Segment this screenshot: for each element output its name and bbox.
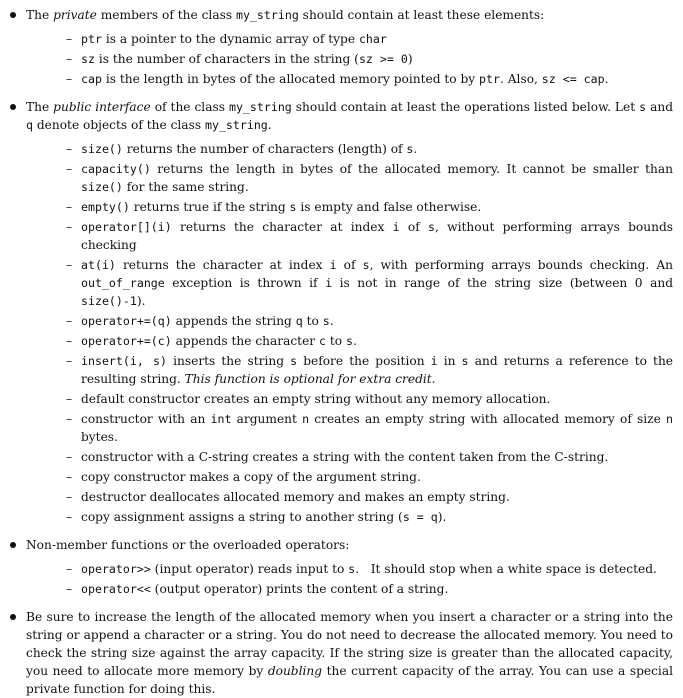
public-interface-list (26, 140, 673, 526)
memory-note-text: Be sure to increase the length of the allocated memory when you insert a character or a string into the string or append a character or a string. You do not need to decrease the allocated memory. You need to check the string size against the array capacity. If the string size is greater than the allocated capacity, you need to allocate more memory by doubling the current capacity of the array. You can use a special private function for doing this. (26, 610, 673, 696)
list-item: – constructor with a C-string creates a string with the content taken from the C-string. (26, 448, 673, 466)
list-item: – size() returns the number of characters (length) of s. (26, 140, 673, 158)
memory-note-bullet (0, 608, 673, 698)
list-item: – capacity() returns the length in bytes of the allocated memory. It cannot be smaller than size() for the same string. (26, 160, 673, 196)
list-item: – insert(i, s) inserts the string s before the position i in s and returns a reference to the resulting string. This function is optional for extra credit. (26, 352, 673, 388)
list-item: – empty() returns true if the string s is empty and false otherwise. (26, 198, 673, 216)
list-item: – destructor deallocates allocated memory and makes an empty string. (26, 488, 673, 506)
nonmember-list (26, 560, 673, 598)
private-members-bullet (0, 6, 673, 88)
list-item: – copy assignment assigns a string to another string (s = q). (26, 508, 673, 526)
list-item: – cap is the length in bytes of the allocated memory pointed to by ptr. Also, sz <= cap. (26, 70, 673, 88)
list-item: – constructor with an int argument n creates an empty string with allocated memory of size n bytes. (26, 410, 673, 446)
list-item: – default constructor creates an empty string without any memory allocation. (26, 390, 673, 408)
list-item: – operator+=(q) appends the string q to s. (26, 312, 673, 330)
private-members-list (26, 30, 673, 88)
private-members-intro: The private members of the class my_string should contain at least these elements: (26, 8, 545, 22)
list-item: – operator<< (output operator) prints the content of a string. (26, 580, 673, 598)
public-interface-bullet (0, 98, 673, 526)
nonmember-intro: Non-member functions or the overloaded operators: (26, 538, 350, 552)
list-item: – operator+=(c) appends the character c to s. (26, 332, 673, 350)
list-item: – ptr is a pointer to the dynamic array of type char (26, 30, 673, 48)
list-item: – sz is the number of characters in the string (sz >= 0) (26, 50, 673, 68)
list-item: – copy constructor makes a copy of the argument string. (26, 468, 673, 486)
list-item: – operator[](i) returns the character at index i of s, without performing arrays bounds checking (26, 218, 673, 254)
list-item: – operator>> (input operator) reads input to s. It should stop when a white space is detected. (26, 560, 673, 578)
list-item: – at(i) returns the character at index i of s, with performing arrays bounds checking. An out_of_range exception is thrown if i is not in range of the string size (between 0 and size()-1). (26, 256, 673, 310)
public-interface-intro: The public interface of the class my_string should contain at least the operations listed below. Let s and q denote objects of the class my_string. (26, 100, 673, 132)
nonmember-bullet (0, 536, 673, 598)
